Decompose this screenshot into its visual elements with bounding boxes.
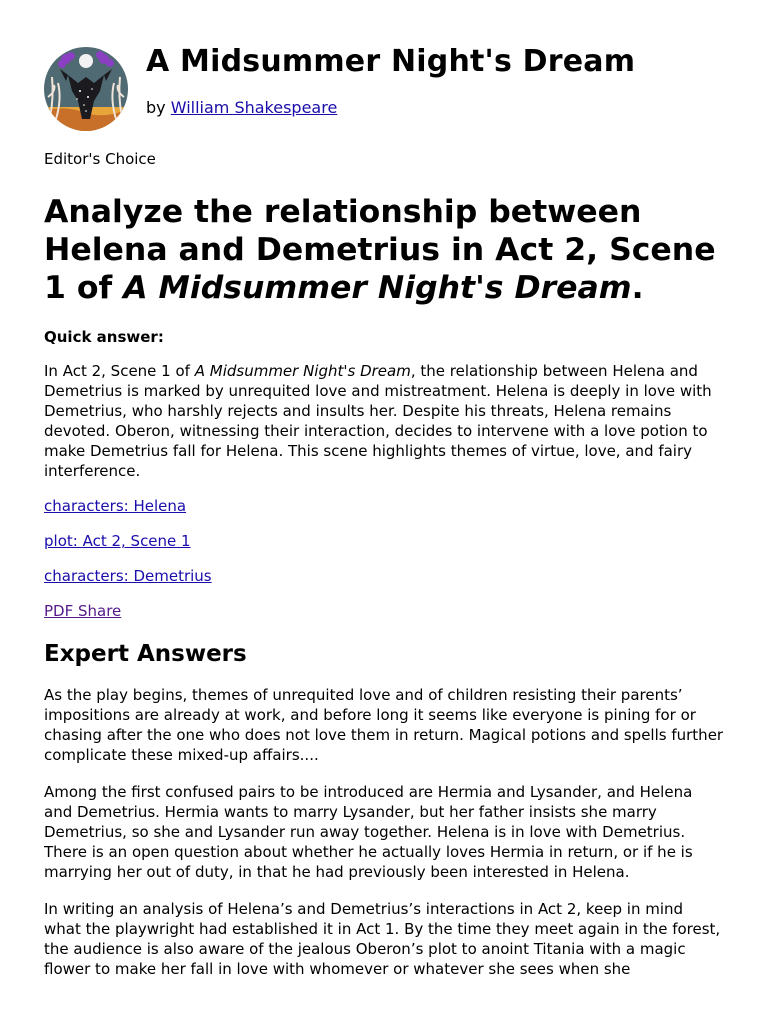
book-header <box>44 0 724 145</box>
byline-prefix: by <box>146 98 171 117</box>
book-cover-deer-icon[interactable] <box>44 47 128 131</box>
question-suffix: . <box>631 270 644 306</box>
tag-links <box>44 496 724 621</box>
byline <box>146 98 337 117</box>
quick-answer-text <box>44 361 724 481</box>
question-prefix: Analyze the relationship between Helena and Demetrius in Act 2, Scene 1 of <box>44 194 716 306</box>
book-title: A Midsummer Night's Dream <box>146 44 636 79</box>
page <box>44 0 724 979</box>
pdf-share-link[interactable]: PDF Share <box>44 602 122 620</box>
expert-answer-body <box>44 685 724 979</box>
question-title-italic: A Midsummer Night's Dream <box>123 270 632 306</box>
editors-choice-badge: Editor's Choice <box>44 150 156 168</box>
quick-answer-label: Quick answer: <box>44 328 164 346</box>
expert-paragraph: Among the first confused pairs to be introduced are Hermia and Lysander, and Helena and Demetrius. Hermia wants to marry Lysander, but her father insists she marry Demetrius, so she and Lysander run away together. Helena is in love with Demetrius. There is an open question about whether he actually loves Hermia in return, or if he is marrying her out of duty, in that he had previously been interested in Helena. <box>44 783 693 881</box>
expert-paragraph: As the play begins, themes of unrequited love and of children resisting their parents’ impositions are already at work, and before long it seems like everyone is pining for or chasing after the one who does not love them in return. Magical potions and spells further complicate these mixed-up affairs.... <box>44 686 724 764</box>
tag-link-characters-demetrius[interactable]: characters: Demetrius <box>44 567 212 585</box>
quick-answer-suffix: , the relationship between Helena and Demetrius is marked by unrequited love and mistreatment. Helena is deeply in love with Demetrius, who harshly rejects and insults her. Despite his threats, Helena remains devoted. Oberon, witnessing their interaction, decides to intervene with a love potion to make Demetrius fall for Helena. This scene highlights themes of virtue, love, and fairy interference. <box>44 362 712 480</box>
author-link[interactable]: William Shakespeare <box>170 98 338 117</box>
quick-answer-prefix: In Act 2, Scene 1 of <box>44 362 195 380</box>
expert-answers-heading: Expert Answers <box>44 641 247 667</box>
question-title <box>44 193 724 307</box>
expert-paragraph: In writing an analysis of Helena’s and Demetrius’s interactions in Act 2, keep in mind what the playwright had established it in Act 1. By the time they meet again in the forest, the audience is also aware of the jealous Oberon’s plot to anoint Titania with a magic flower to make her fall in love with whomever or whatever she sees when she <box>44 900 721 978</box>
tag-link-characters-helena[interactable]: characters: Helena <box>44 497 187 515</box>
quick-answer-italic: A Midsummer Night's Dream <box>194 362 411 380</box>
tag-link-plot-act-2-scene-1[interactable]: plot: Act 2, Scene 1 <box>44 532 191 550</box>
